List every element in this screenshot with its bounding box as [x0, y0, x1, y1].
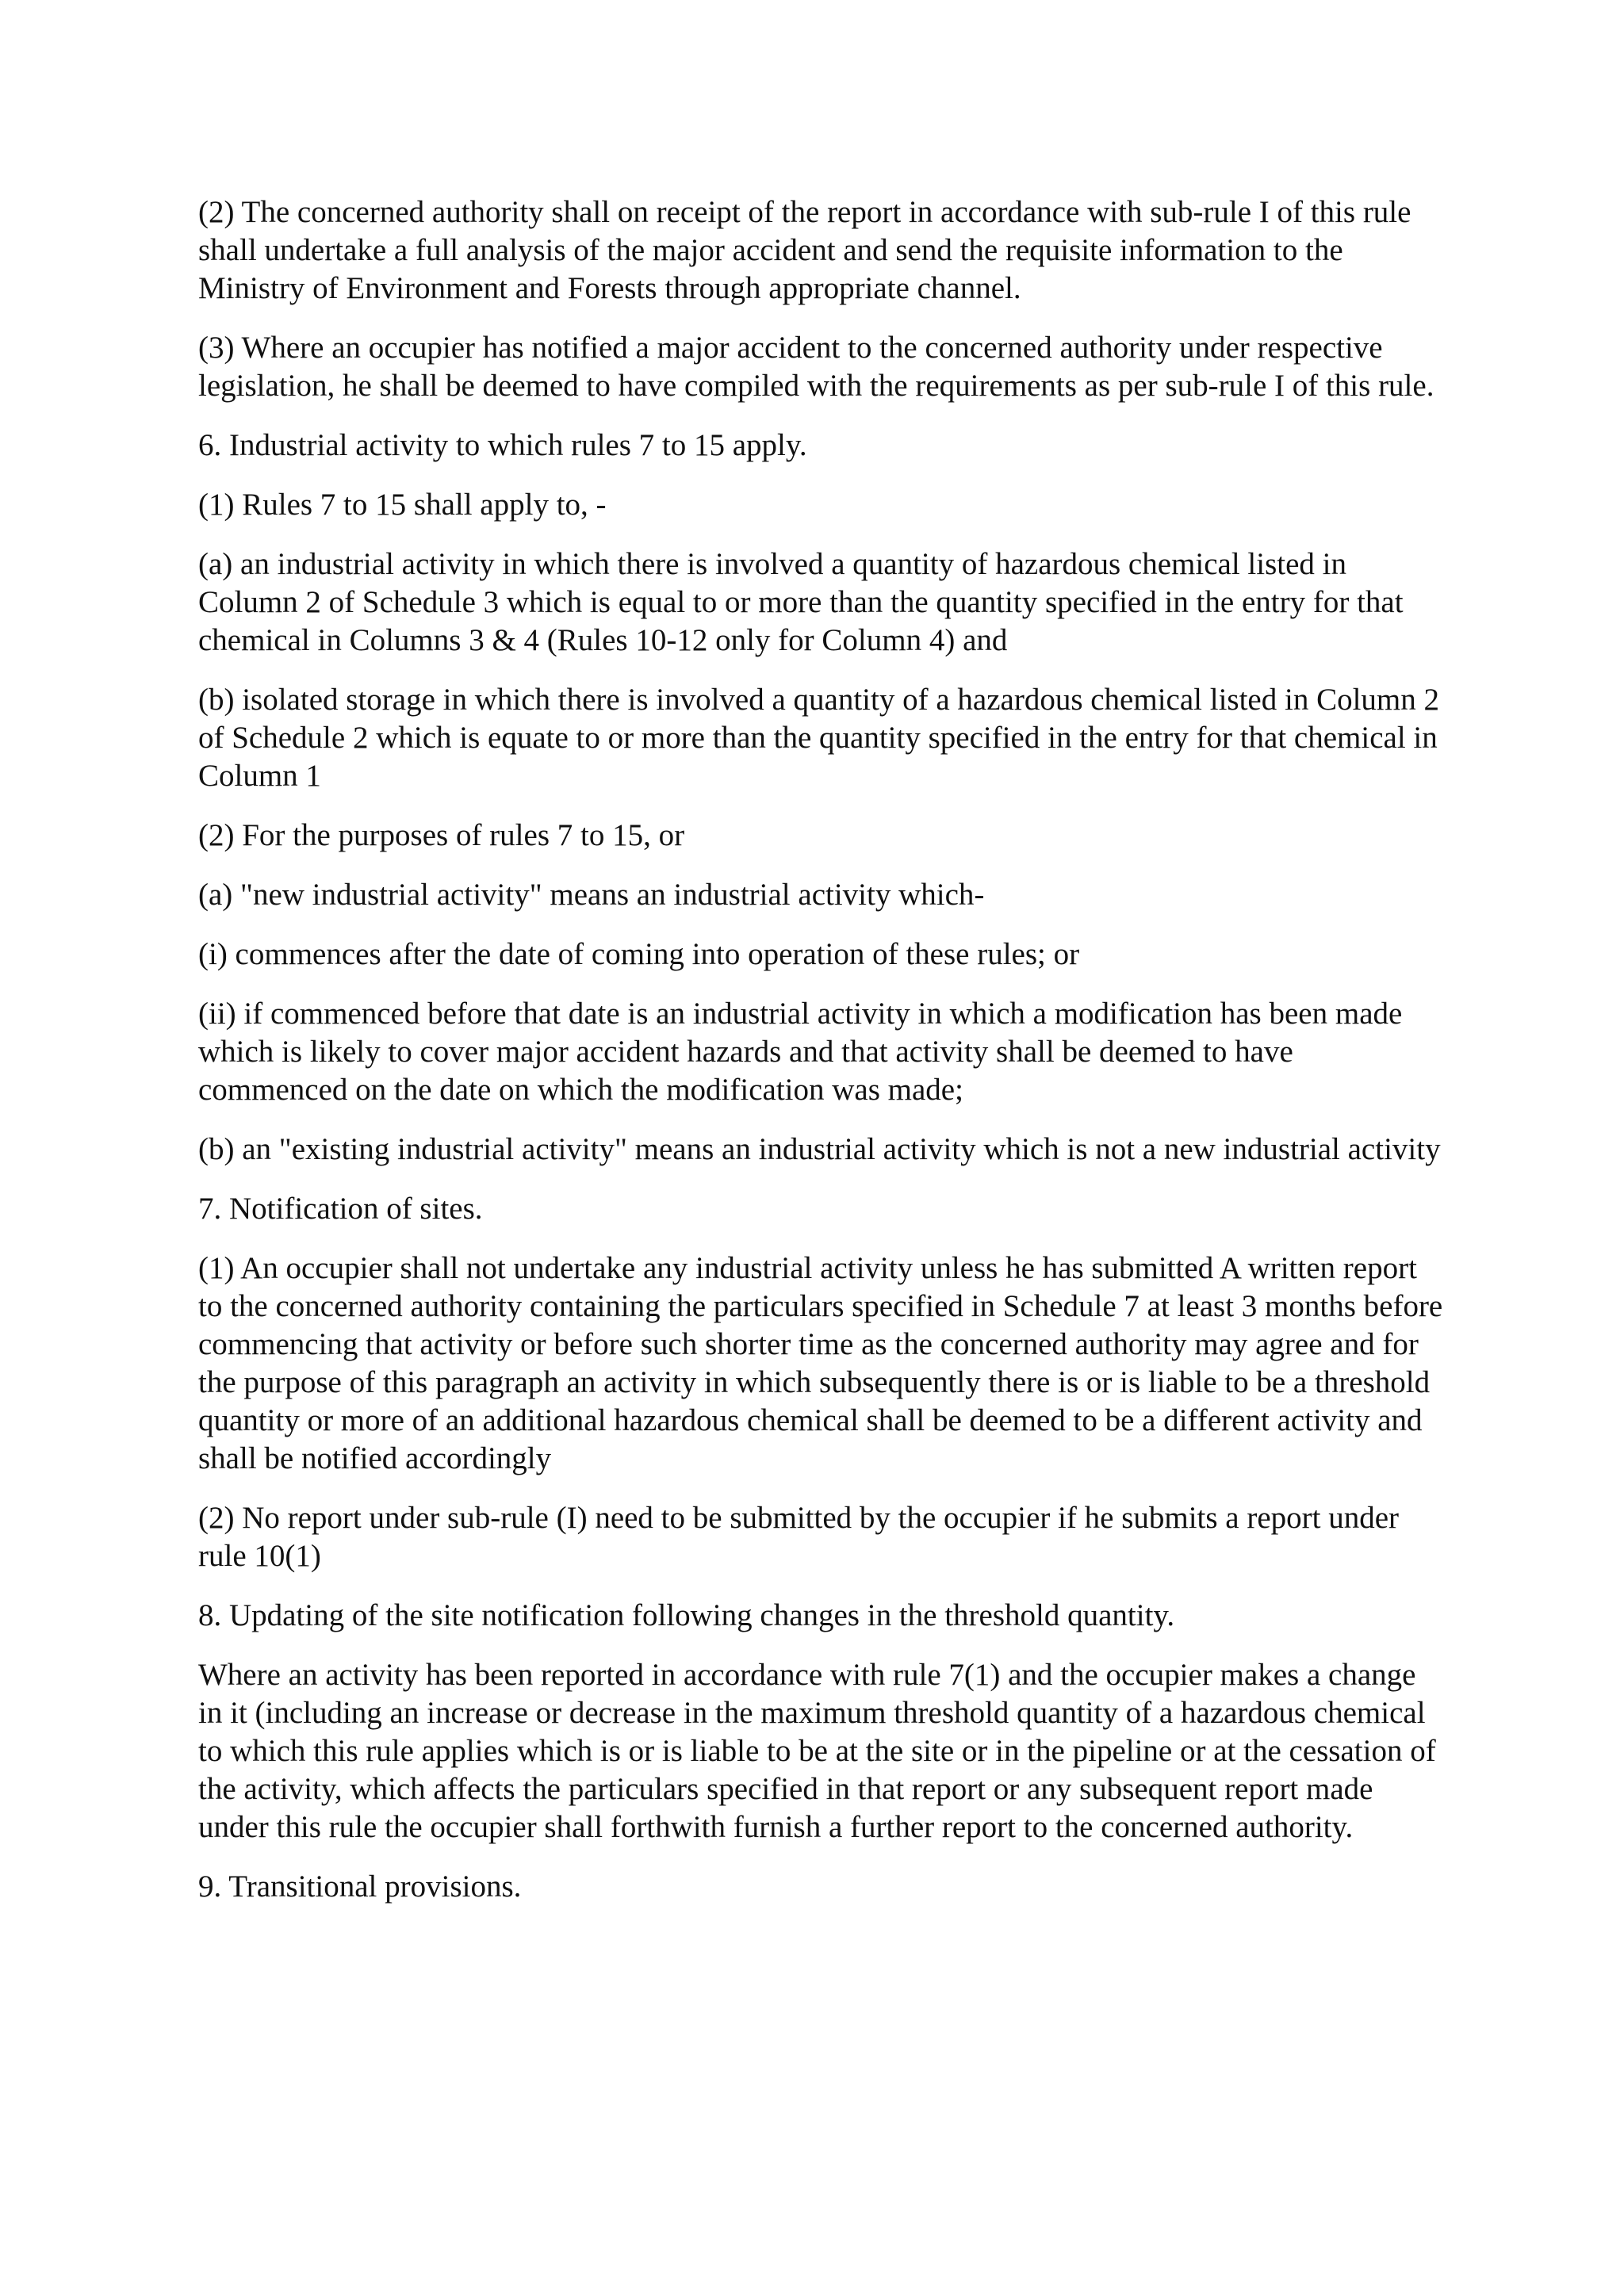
heading-rule-9: 9. Transitional provisions.	[198, 1869, 522, 1904]
paragraph-rule-6-2-a-ii: (ii) if commenced before that date is an industrial activity in which a modification has been made which is likely to cover major accident hazards and that activity shall be deemed to have commenced on the date on which the modification was made;	[198, 997, 1403, 1107]
document-page	[198, 193, 1443, 1927]
paragraph-rule-6-1: (1) Rules 7 to 15 shall apply to, -	[198, 488, 607, 522]
paragraph-rule-7-2: (2) No report under sub-rule (I) need to be submitted by the occupier if he submits a report under rule 10(1)	[198, 1501, 1400, 1573]
paragraph-rule-6-1-b: (b) isolated storage in which there is involved a quantity of a hazardous chemical listed in Column 2 of Schedule 2 which is equate to or more than the quantity specified in the entry for that chemical in Column 1	[198, 683, 1440, 793]
paragraph-rule-5-2: (2) The concerned authority shall on receipt of the report in accordance with sub-rule I of this rule shall undertake a full analysis of the major accident and send the requisite information to the Ministry of Environment and Forests through appropriate channel.	[198, 195, 1411, 305]
heading-rule-6: 6. Industrial activity to which rules 7 to 15 apply.	[198, 428, 807, 462]
paragraph-rule-8: Where an activity has been reported in accordance with rule 7(1) and the occupier makes a change in it (including an increase or decrease in the maximum threshold quantity of a hazardous chemical to which this rule applies which is or is liable to be at the site or in the pipeline or at the cessation of the activity, which affects the particulars specified in that report or any subsequent report made under this rule the occupier shall forthwith furnish a further report to the concerned authority.	[198, 1658, 1436, 1844]
paragraph-rule-6-1-a: (a) an industrial activity in which there is involved a quantity of hazardous chemical listed in Column 2 of Schedule 3 which is equal to or more than the quantity specified in the entry for that chemical in Columns 3 & 4 (Rules 10-12 only for Column 4) and	[198, 547, 1404, 657]
heading-rule-7: 7. Notification of sites.	[198, 1192, 483, 1226]
paragraph-rule-6-2-a-i: (i) commences after the date of coming into operation of these rules; or	[198, 937, 1080, 971]
paragraph-rule-6-2-b: (b) an "existing industrial activity" means an industrial activity which is not a new industrial activity	[198, 1132, 1441, 1166]
paragraph-rule-6-2: (2) For the purposes of rules 7 to 15, or	[198, 818, 685, 852]
heading-rule-8: 8. Updating of the site notification following changes in the threshold quantity.	[198, 1598, 1175, 1632]
paragraph-rule-6-2-a: (a) "new industrial activity" means an industrial activity which-	[198, 878, 985, 912]
paragraph-rule-7-1: (1) An occupier shall not undertake any industrial activity unless he has submitted A written report to the concerned authority containing the particulars specified in Schedule 7 at least 3 months before commencing that activity or before such shorter time as the concerned authority may agree and for the purpose of this paragraph an activity in which subsequently there is or is liable to be a threshold quantity or more of an additional hazardous chemical shall be deemed to be a different activity and shall be notified accordingly	[198, 1251, 1443, 1475]
paragraph-rule-5-3: (3) Where an occupier has notified a major accident to the concerned authority under respective legislation, he shall be deemed to have compiled with the requirements as per sub-rule I of this rule.	[198, 331, 1434, 403]
